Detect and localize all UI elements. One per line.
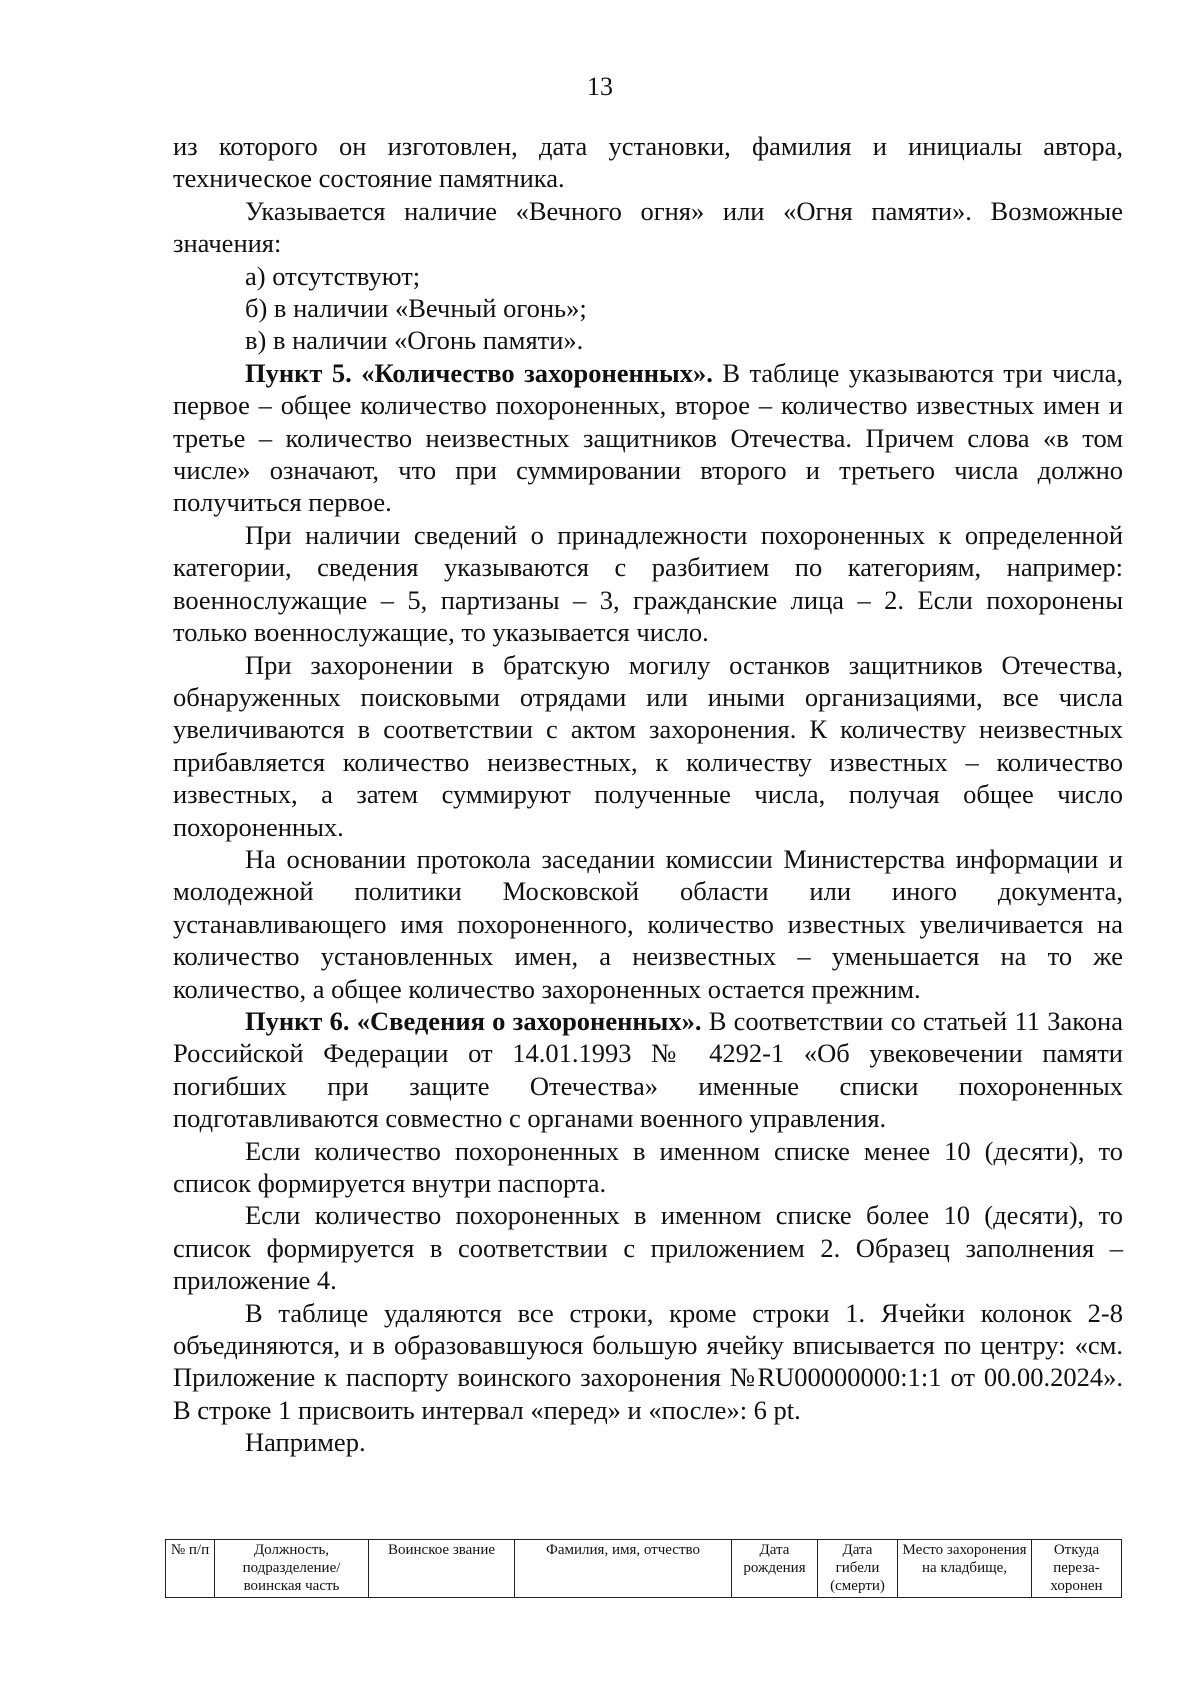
document-body — [173, 130, 1123, 1459]
table-header-row — [166, 1540, 1122, 1598]
col-death-date: Дата гибели (смерти) — [818, 1540, 898, 1598]
paragraph-more-than-10: Если количество похороненных в именном списке более 10 (десяти), то список формируется в соответствии с приложением 2. Образец заполнения – приложение 4. — [173, 1200, 1123, 1296]
col-birth-date: Дата рождения — [732, 1540, 818, 1598]
paragraph-mass-grave: При захоронении в братскую могилу останков защитников Отечества, обнаруженных поисковыми отрядами или иными организациями, все числа увеличиваются в соответствии с актом захоронения. К количеству неизвестных прибавляется количество неизвестных, к количеству известных – количество известных, а затем суммируют полученные числа, получая общее число похороненных. — [173, 649, 1123, 842]
paragraph-protocol: На основании протокола заседании комиссии Министерства информации и молодежной политики Московской области или иного документа, устанавливающего имя похороненного, количество известных увеличивается на количество установленных имен, а неизвестных – уменьшается на то же количество, а общее количество захороненных остается прежним. — [173, 843, 1123, 1004]
col-number: № п/п — [166, 1540, 215, 1598]
item-5-heading: Пункт 5. «Количество захороненных». — [245, 357, 713, 388]
col-burial-place: Место захоронения на кладбище, — [898, 1540, 1032, 1598]
list-item-absent: а) отсутствуют; — [245, 260, 421, 291]
paragraph-item-6 — [173, 1005, 1123, 1135]
col-full-name: Фамилия, имя, отчество — [515, 1540, 732, 1598]
list-item-memory-flame: в) в наличии «Огонь памяти». — [245, 325, 584, 356]
paragraph-table-rows: В таблице удаляются все строки, кроме строки 1. Ячейки колонок 2-8 объединяются, и в образовавшуюся большую ячейку вписывается по центру: «см. Приложение к паспорту воинского захоронения №RU00000000:1:1 от 00.00.2024». В строке 1 присвоить интервал «перед» и «после»: 6 pt. — [173, 1297, 1123, 1425]
col-reburied-from: Откуда переза-хоронен — [1032, 1540, 1122, 1598]
item-6-text: В соответствии со статьей 11 Закона Российской Федерации от 14.01.1993 № 4292-1 «Об увековечении памяти погибших при защите Отечества» именные списки похороненных подготавливаются совместно с органами военного управления. — [173, 1005, 1123, 1134]
col-rank: Воинское звание — [369, 1540, 515, 1598]
item-5-text: В таблице указываются три числа, первое – общее количество похороненных, второе – количество известных имен и третье – количество неизвестных защитников Отечества. Причем слова «в том числе» означают, что при суммировании второго и третьего числа должно получиться первое. — [173, 357, 1123, 518]
sample-burial-table — [165, 1539, 1122, 1598]
paragraph-eternal-flame: Указывается наличие «Вечного огня» или «Огня памяти». Возможные значения: — [173, 195, 1123, 259]
paragraph-categories: При наличии сведений о принадлежности похороненных к определенной категории, сведения указываются с разбитием по категориям, например: военнослужащие – 5, партизаны – 3, гражданские лица – 2. Если похоронены только военнослужащие, то указывается число. — [173, 519, 1123, 648]
list-item-eternal-flame: б) в наличии «Вечный огонь»; — [245, 293, 587, 324]
paragraph-item-5 — [173, 357, 1123, 519]
paragraph-example: Например. — [245, 1427, 366, 1458]
col-position-unit: Должность, подразделение/ воинская часть — [215, 1540, 369, 1598]
paragraph-less-than-10: Если количество похороненных в именном списке менее 10 (десяти), то список формируется внутри паспорта. — [173, 1135, 1123, 1198]
page-number: 13 — [587, 72, 613, 101]
paragraph-monument-details: из которого он изготовлен, дата установки, фамилия и инициалы автора, техническое состояние памятника. — [173, 131, 1123, 194]
item-6-heading: Пункт 6. «Сведения о захороненных». — [245, 1005, 702, 1036]
